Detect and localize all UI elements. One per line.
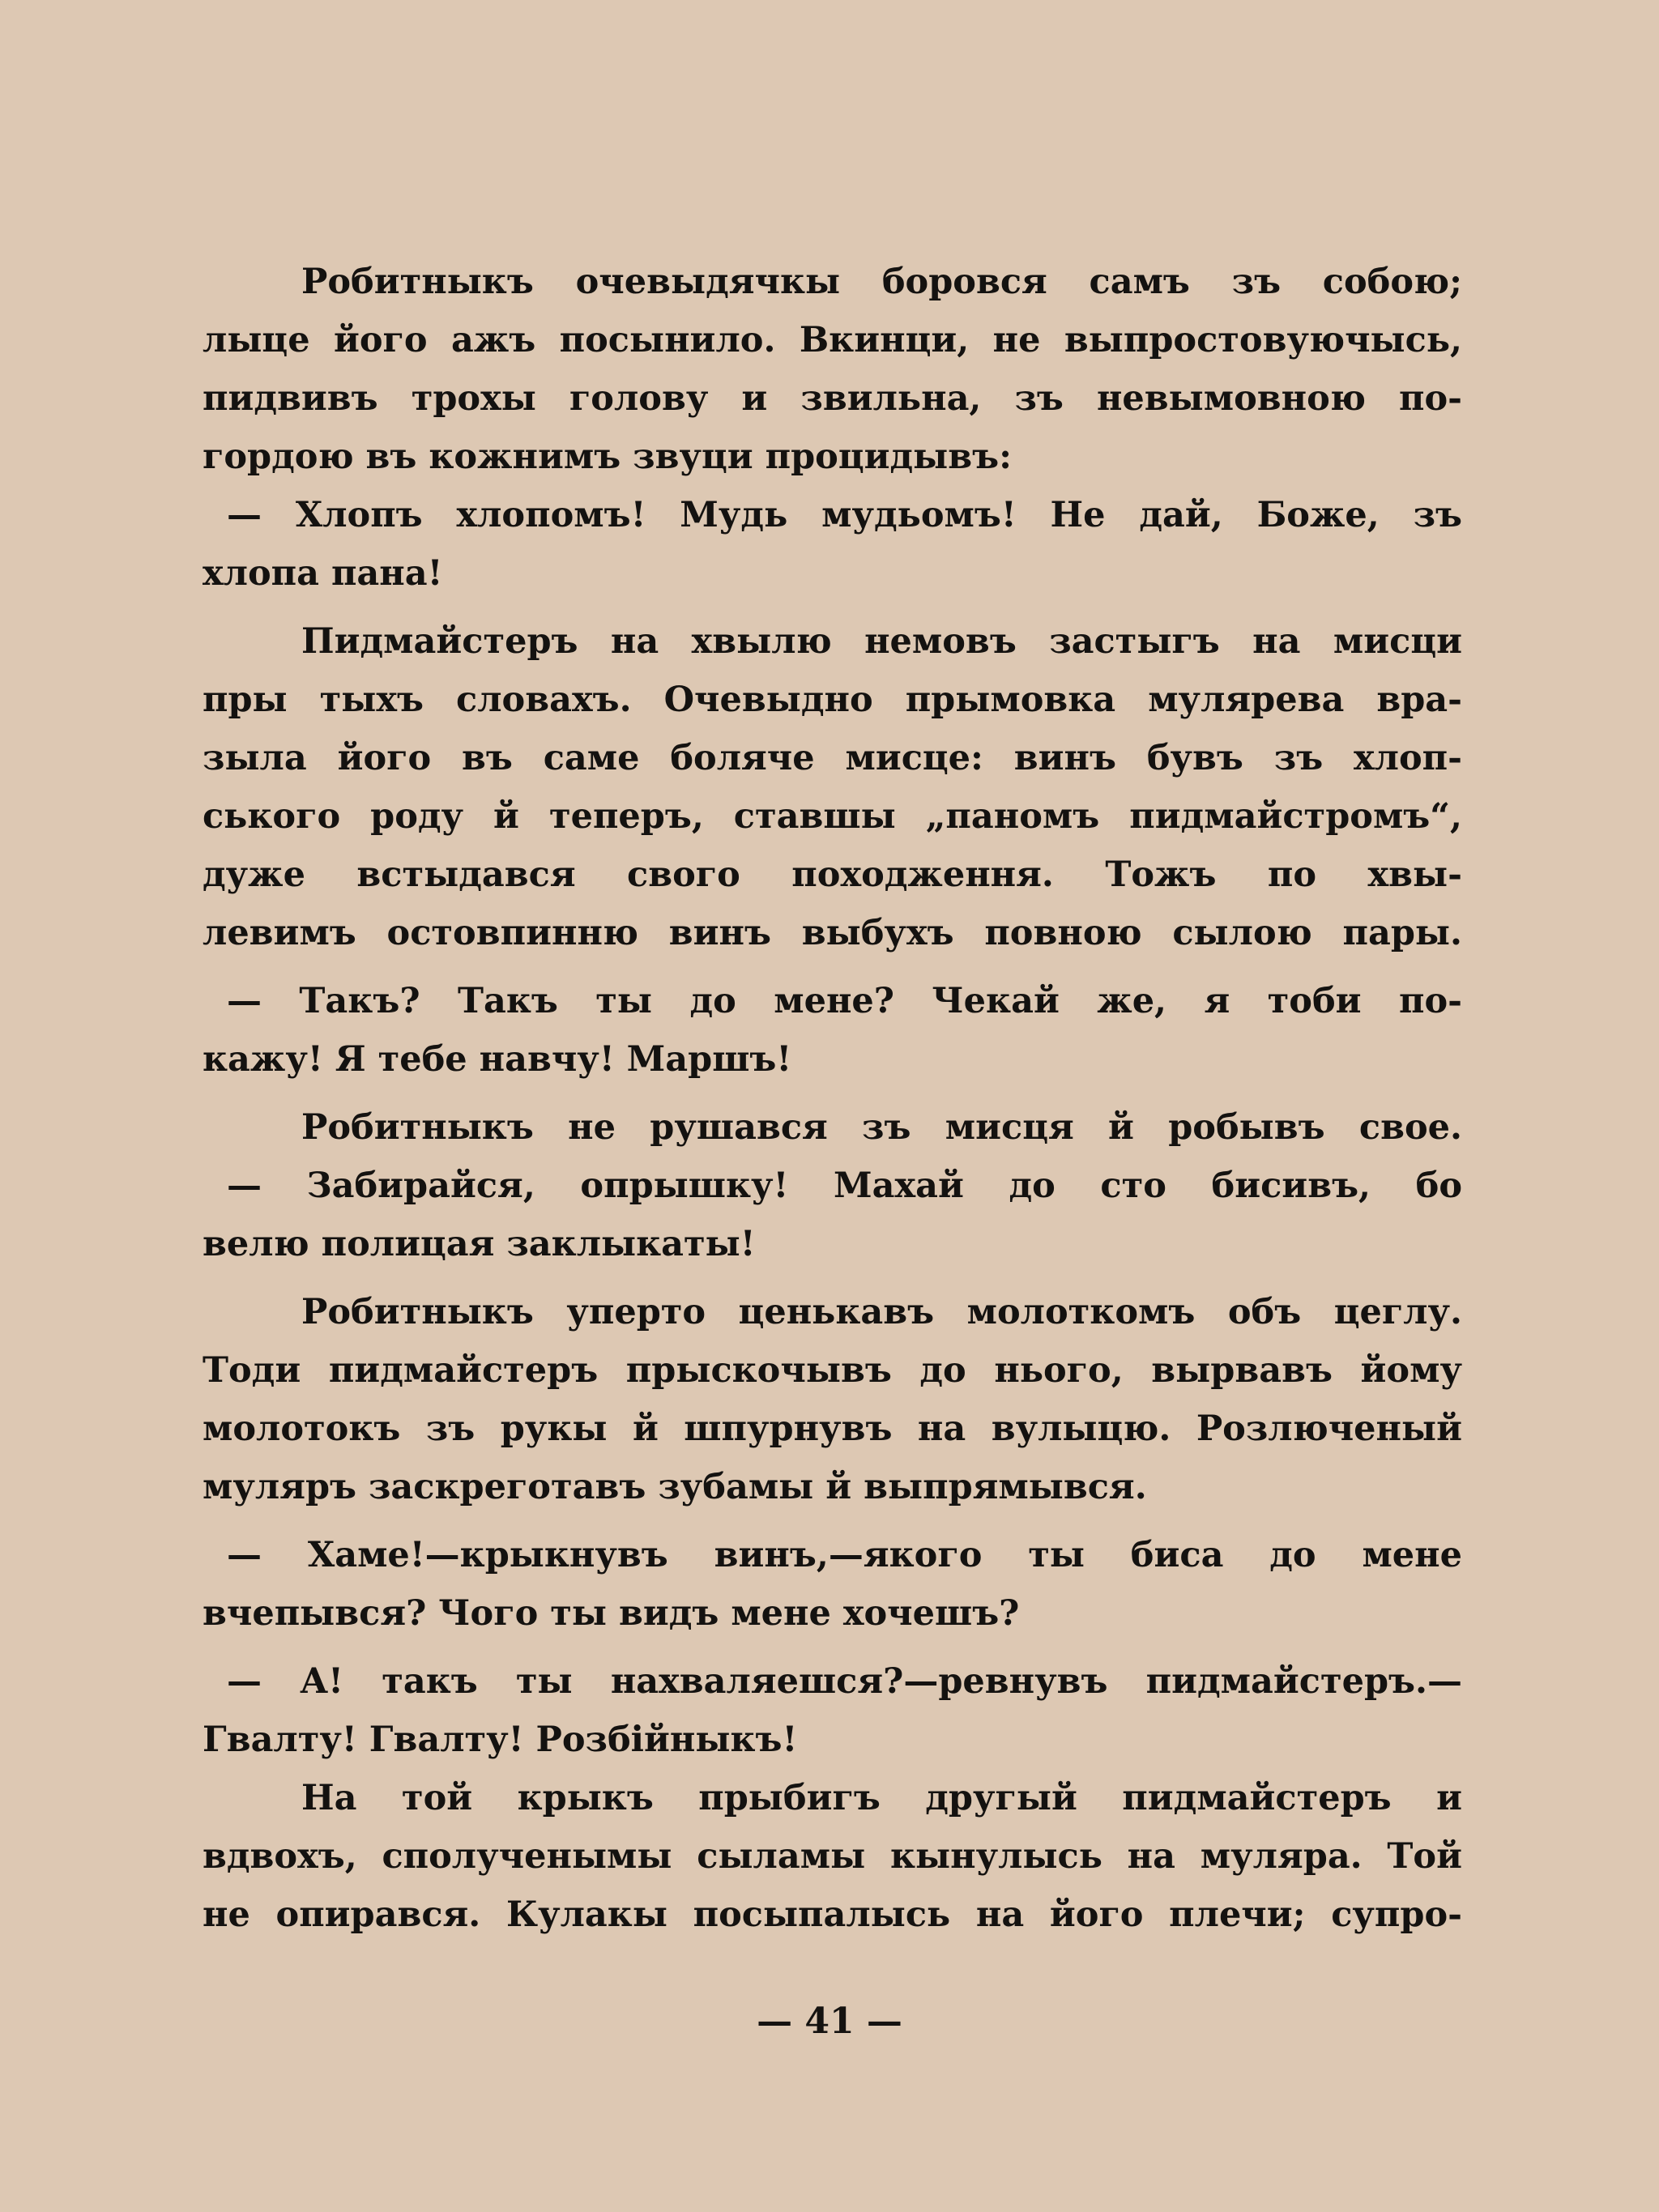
page-number: — 41 —	[757, 2001, 902, 2042]
text-line: Пидмайстеръ на хвылю немовъ застыгъ на мисци	[301, 621, 1462, 662]
text-line: Робитныкъ очевыдячкы боровся самъ зъ собою;	[301, 262, 1462, 302]
body-text	[203, 253, 1462, 1944]
text-line: — Хаме!—крыкнувъ винъ,—якого ты биса до мене	[227, 1535, 1462, 1575]
text-line: велю полицая заклыкаты!	[203, 1224, 756, 1264]
text-line: — Хлопъ хлопомъ! Мудь мудьомъ! Не дай, Боже, зъ	[227, 495, 1462, 535]
text-line: — Забирайся, опрышку! Махай до сто бисивъ, бо	[227, 1166, 1462, 1206]
paragraph-gap	[203, 603, 1462, 612]
paragraph-gap	[203, 1273, 1462, 1283]
paragraph-gap	[203, 1643, 1462, 1652]
text-line: Гвалту! Гвалту! Розбійныкъ!	[203, 1720, 798, 1760]
text-line: не опирався. Кулакы посыпалысь на його плечи; супро-	[203, 1894, 1462, 1935]
text-line: пры тыхъ словахъ. Очевыдно прымовка мулярева вра-	[203, 680, 1462, 720]
text-line: левимъ остовпинню винъ выбухъ повною сылою пары.	[203, 913, 1462, 953]
text-line: молотокъ зъ рукы й шпурнувъ на вулыцю. Розлюченый	[203, 1409, 1462, 1449]
text-line: кажу! Я тебе навчу! Маршъ!	[203, 1039, 792, 1080]
paragraph-gap	[203, 1089, 1462, 1098]
text-line: ського роду й теперъ, ставшы „паномъ пидмайстромъ“,	[203, 796, 1462, 837]
text-line: пидвивъ трохы голову и звильна, зъ невымовною по-	[203, 378, 1462, 419]
text-line: Робитныкъ уперто ценькавъ молоткомъ объ цеглу.	[301, 1292, 1462, 1332]
text-line: вчепывся? Чого ты видъ мене хочешъ?	[203, 1593, 1020, 1634]
paragraph-gap	[203, 962, 1462, 972]
text-line: хлопа пана!	[203, 553, 443, 594]
text-line: На той крыкъ прыбигъ другый пидмайстеръ и	[301, 1778, 1462, 1818]
text-line: зыла його въ саме боляче мисце: винъ бувъ зъ хлоп-	[203, 738, 1462, 778]
paragraph-gap	[203, 1516, 1462, 1526]
text-line: — Такъ? Такъ ты до мене? Чекай же, я тоби по-	[227, 981, 1462, 1021]
text-line: — А! такъ ты нахваляешся?—ревнувъ пидмайстеръ.—	[227, 1661, 1462, 1702]
text-line: дуже встыдався свого походження. Тожъ по хвы-	[203, 855, 1462, 895]
text-line: вдвохъ, сполученымы сыламы кынулысь на муляра. Той	[203, 1836, 1462, 1877]
text-line: Тоди пидмайстеръ прыскочывъ до нього, вырвавъ йому	[203, 1350, 1462, 1391]
text-line: лыце його ажъ посынило. Вкинци, не выпростовуючысь,	[203, 320, 1462, 360]
text-line: муляръ заскреготавъ зубамы й выпрямывся.	[203, 1467, 1147, 1507]
text-line: Робитныкъ не рушався зъ мисця й робывъ свое.	[301, 1107, 1462, 1148]
text-line: гордою въ кожнимъ звуци процидывъ:	[203, 437, 1013, 477]
